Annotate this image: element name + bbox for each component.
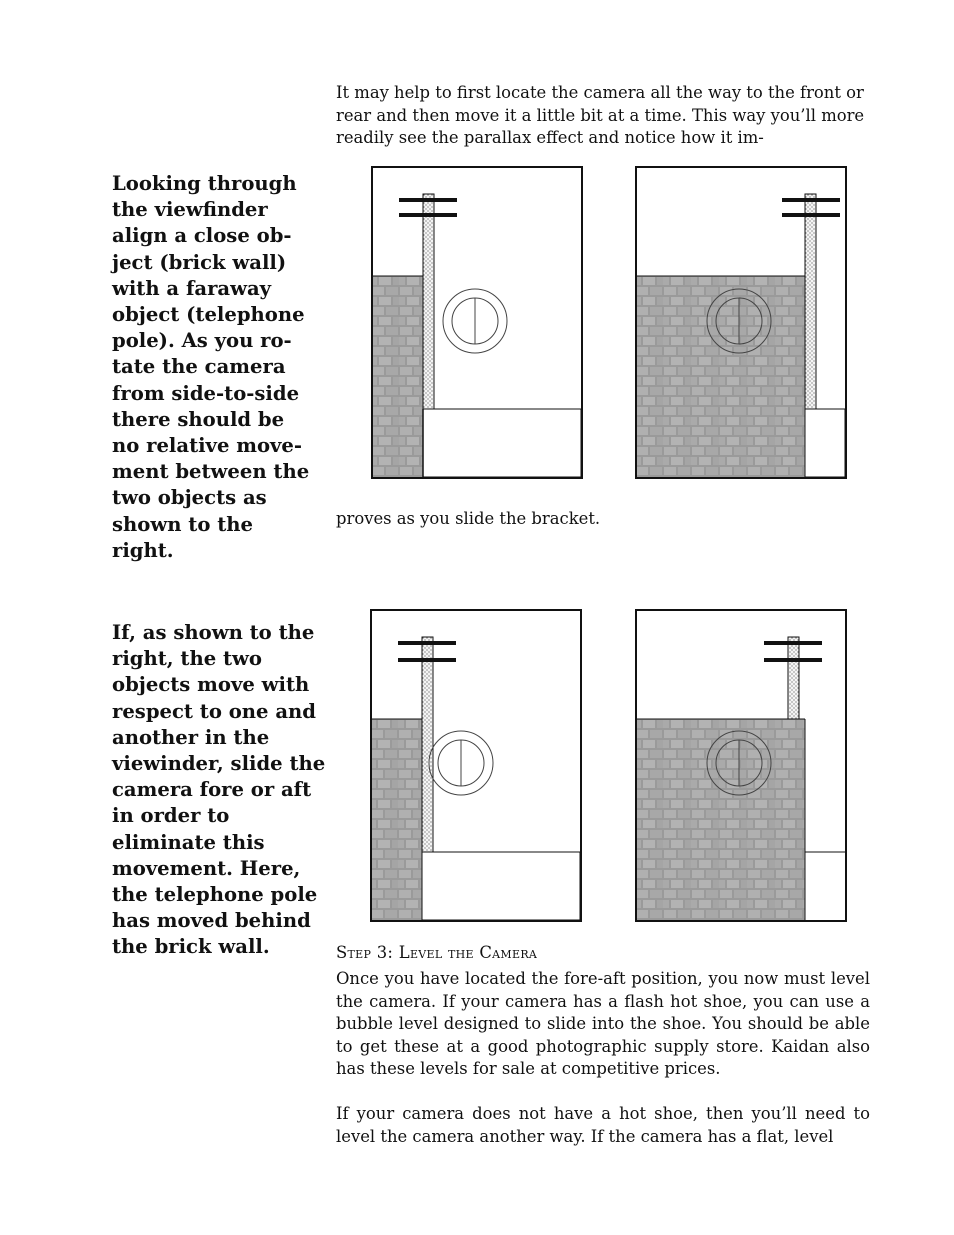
figure-aligned-right bbox=[635, 166, 847, 479]
intro-text: It may help to first locate the camera all the way to the front or rear and then move it a little bit at a time. This way you’ll more readily see the parallax effect and notice how it im- bbox=[336, 83, 865, 147]
figure-misaligned-right bbox=[635, 609, 847, 922]
no-hot-shoe-paragraph: If your camera does not have a hot shoe, then you’ll need to level the camera another way. If the camera has a flat, level bbox=[336, 1104, 870, 1146]
step-3-heading: Step 3: Level the Camera bbox=[336, 943, 538, 962]
level-camera-paragraph: Once you have located the fore-aft position, you now must level the camera. If your camera has a flash hot shoe, you can use a bubble level designed to slide into the shoe. You should be able to get these at a good photographic supply store. Kaidan also has these levels for sale at competitive prices. bbox=[336, 969, 870, 1078]
figure-aligned-left bbox=[371, 166, 583, 479]
figure-misaligned-left bbox=[370, 609, 582, 922]
side-note-alignment: Looking through the viewfinder align a close ob-ject (brick wall) with a faraway object (telephone pole). As you ro-tate the camera from side-to-side there should be no relative move-ment between the two objects as shown to the right. bbox=[112, 172, 310, 562]
continued-text: proves as you slide the bracket. bbox=[336, 509, 601, 528]
side-note-parallax: If, as shown to the right, the two objects move with respect to one and another in the viewinder, slide the camera fore or aft in order to eliminate this movement. Here, the telephone pole has moved behind the brick wall. bbox=[112, 621, 326, 959]
